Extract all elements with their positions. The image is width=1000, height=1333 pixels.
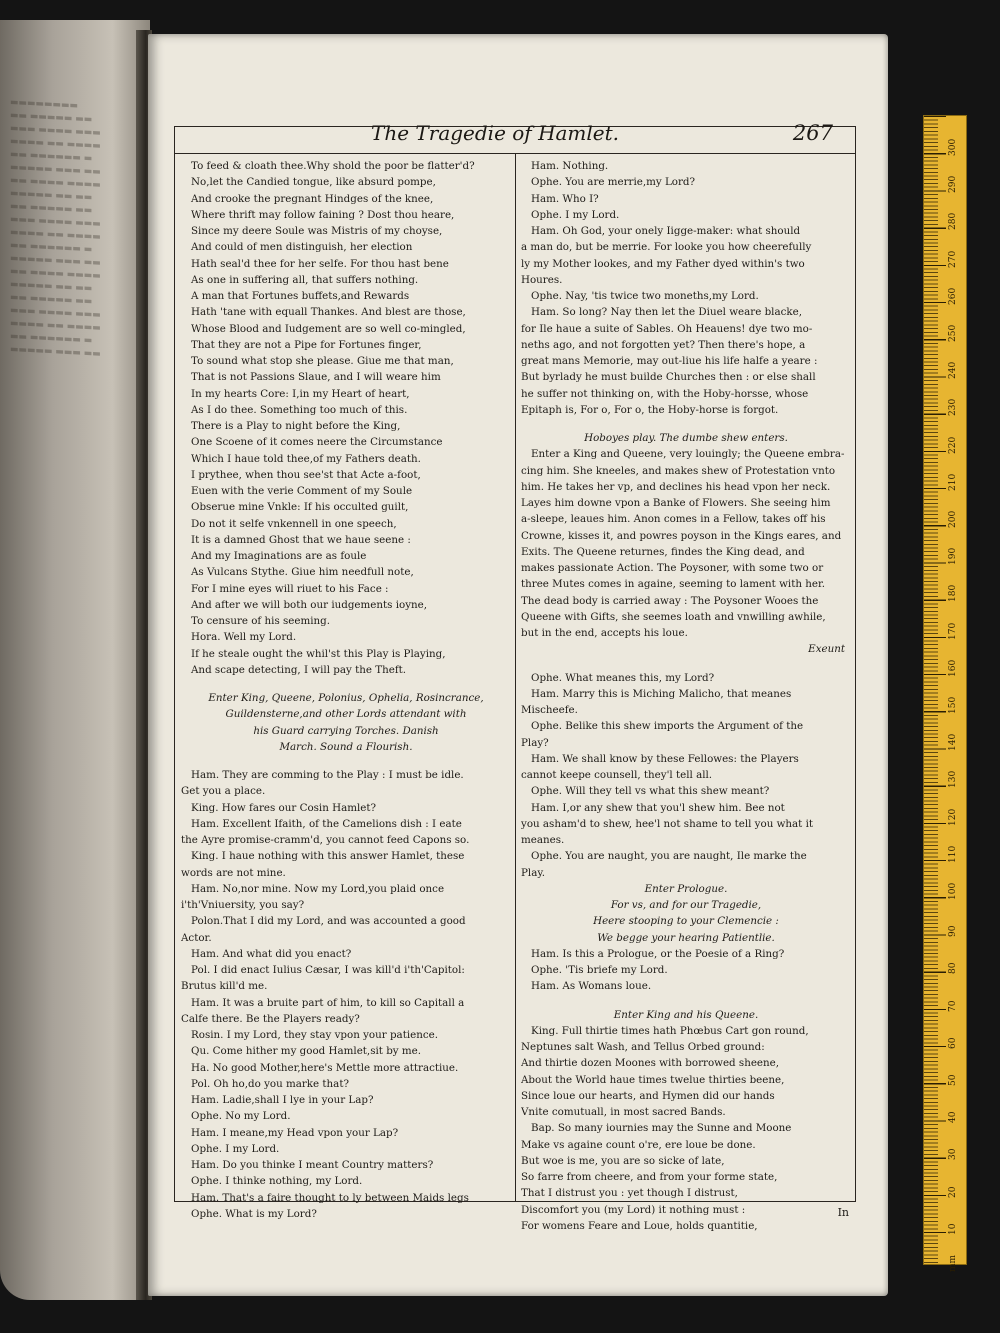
text-line: For I mine eyes will riuet to his Face : (191, 582, 389, 595)
ruler-label: 20 (948, 1186, 958, 1198)
text-line: That they are not a Pipe for Fortunes finger, (191, 338, 422, 351)
text-line: And scape detecting, I will pay the Theft. (191, 663, 407, 676)
ruler-label: 190 (948, 548, 958, 566)
text-line: A man that Fortunes buffets,and Rewards (191, 290, 410, 302)
text-line: Qu. Come hither my good Hamlet,sit by me. (191, 1045, 422, 1058)
text-line: Ham. I,or any shew that you'l shew him. Bee not (531, 801, 785, 814)
text-line: It is a damned Ghost that we haue seene : (191, 533, 411, 546)
ruler-label: 150 (948, 696, 958, 714)
text-line: And my Imaginations are as foule (191, 550, 367, 562)
text-line: As Vulcans Stythe. Giue him needfull note, (191, 566, 414, 579)
stage-direction: Enter Prologue. (644, 882, 728, 895)
text-line: Bap. So many iournies may the Sunne and Moone (531, 1122, 792, 1135)
text-line: the Ayre promise-cramm'd, you cannot feed Capons so. (181, 834, 470, 846)
text-line: And thirtie dozen Moones with borrowed sheene, (521, 1057, 780, 1070)
text-line: Ophe. I my Lord. (191, 1142, 280, 1155)
text-line: Ham. We shall know by these Fellowes: the Players (531, 752, 799, 765)
ruler-major-ticks (924, 116, 946, 1264)
text-line: Which I haue told thee,of my Fathers death. (191, 452, 421, 465)
stage-direction: March. Sound a Flourish. (279, 740, 413, 753)
text-line: i'th'Vniuersity, you say? (181, 899, 305, 911)
text-line: Ophe. 'Tis briefe my Lord. (531, 964, 668, 976)
text-line: Ha. No good Mother,here's Mettle more attractiue. (191, 1061, 459, 1074)
text-line: Ham. Do you thinke I meant Country matters? (191, 1159, 434, 1171)
text-line: As I do thee. Something too much of this. (191, 403, 408, 416)
text-line: But byrlady he must builde Churches then : or else shall (521, 371, 816, 384)
text-line: Layes him downe vpon a Banke of Flowers. She seeing him (521, 497, 831, 509)
text-line: Ham. Excellent Ifaith, of the Camelions dish : I eate (191, 817, 462, 830)
text-line: Play. (521, 866, 546, 879)
text-line: Ham. No,nor mine. Now my Lord,you plaid once (191, 882, 445, 895)
text-line: Rosin. I my Lord, they stay vpon your patience. (191, 1029, 438, 1041)
text-line: meanes. (521, 834, 565, 846)
text-line: but in the end, accepts his loue. (521, 627, 688, 639)
ruler-label: 180 (948, 585, 958, 603)
text-line: makes passionate Action. The Poysoner, with some two or (521, 562, 824, 574)
ruler-label: 170 (948, 622, 958, 640)
text-line: Play? (521, 736, 549, 749)
text-line: Neptunes salt Wash, and Tellus Orbed ground: (521, 1041, 765, 1053)
ruler-label: 220 (948, 436, 958, 454)
ruler-label: 140 (948, 734, 958, 752)
text-line: him. He takes her vp, and declines his head vpon her neck. (521, 480, 831, 493)
text-line: There is a Play to night before the King, (191, 420, 401, 432)
ruler-label: 300 (948, 138, 958, 156)
text-line: So farre from cheere, and from your forme state, (521, 1171, 778, 1183)
ruler-label: 290 (948, 176, 958, 194)
ruler-label: 100 (948, 882, 958, 900)
ruler-label: 70 (948, 1000, 958, 1012)
text-line: Ophe. What is my Lord? (191, 1207, 317, 1220)
text-line: Ham. Is this a Prologue, or the Poesie of a Ring? (531, 947, 785, 960)
ruler-label: 90 (948, 925, 958, 938)
ruler-label: 240 (948, 362, 958, 380)
text-line: cannot keepe counsell, they'l tell all. (521, 769, 713, 781)
text-line: words are not mine. (181, 866, 286, 879)
text-line: To feed & cloath thee.Why shold the poor be flatter'd? (191, 160, 475, 172)
text-line: Ham. I meane,my Head vpon your Lap? (191, 1126, 399, 1139)
text-line: The dead body is carried away : The Poysoner Wooes the (521, 594, 819, 607)
text-frame (174, 121, 856, 1232)
text-line: About the World haue times twelue thirties beene, (521, 1073, 785, 1086)
text-line: Brutus kill'd me. (181, 980, 268, 993)
text-line: As one in suffering all, that suffers nothing. (191, 273, 419, 286)
ruler-label: 160 (948, 659, 958, 677)
facing-page (0, 20, 150, 1300)
stage-direction: Hoboyes play. The dumbe shew enters. (584, 432, 788, 444)
text-line: Ophe. What meanes this, my Lord? (531, 671, 715, 684)
text-line: To censure of his seeming. (191, 615, 331, 627)
text-line: Mischeefe. (521, 704, 578, 716)
text-line: King. How fares our Cosin Hamlet? (191, 801, 377, 814)
right-text-column (521, 158, 851, 1234)
text-line: Enter a King and Queene, very louingly; the Queene embra- (531, 448, 845, 461)
text-line: Actor. (181, 931, 212, 944)
ruler-label: 230 (948, 399, 958, 417)
stage-direction: Enter King and his Queene. (613, 1008, 759, 1021)
text-line: Whose Blood and Iudgement are so well co-mingled, (191, 322, 466, 335)
text-line: Ophe. Nay, 'tis twice two moneths,my Lord. (531, 290, 759, 302)
text-line: Hath 'tane with equall Thankes. And blest are those, (191, 306, 466, 319)
text-line: To sound what stop she please. Giue me that man, (191, 355, 454, 367)
ruler-label: 250 (948, 324, 958, 342)
line-spacer (521, 658, 851, 670)
text-line: Vnite comutuall, in most sacred Bands. (521, 1106, 726, 1118)
text-line: Houres. (521, 273, 563, 286)
running-title: The Tragedie of Hamlet. (371, 121, 620, 145)
text-line: three Mutes comes in againe, seeming to lament with her. (521, 578, 826, 591)
ruler-label: 210 (948, 473, 958, 491)
text-line: Where thrift may follow faining ? Dost thou heare, (191, 208, 455, 221)
text-line: Hora. Well my Lord. (191, 631, 297, 644)
ruler-label: 40 (948, 1111, 958, 1124)
text-line: King. Full thirtie times hath Phœbus Cart gon round, (531, 1024, 809, 1037)
text-line: Ophe. You are merrie,my Lord? (531, 176, 696, 189)
text-line: ly my Mother lookes, and my Father dyed within's two (521, 257, 805, 270)
text-line: In my hearts Core: I,in my Heart of heart, (191, 387, 410, 400)
book-page (148, 34, 888, 1296)
text-line: Discomfort you (my Lord) it nothing must : (521, 1203, 746, 1216)
text-line: Since loue our hearts, and Hymen did our hands (521, 1089, 775, 1102)
text-line: Do not it selfe vnkennell in one speech, (191, 517, 397, 530)
text-line: Polon.That I did my Lord, and was accounted a good (191, 915, 466, 928)
text-line: Ophe. I thinke nothing, my Lord. (191, 1175, 363, 1188)
text-line: And crooke the pregnant Hindges of the knee, (191, 192, 434, 205)
text-line: Make vs againe count o're, ere loue be done. (521, 1138, 756, 1151)
text-line: he suffer not thinking on, with the Hoby-horsse, whose (521, 387, 809, 400)
ruler-label: 80 (948, 962, 958, 975)
measuring-ruler (923, 115, 967, 1272)
line-spacer (521, 995, 851, 1007)
text-line: If he steale ought the whil'st this Play is Playing, (191, 647, 446, 660)
text-line: Since my deere Soule was Mistris of my choyse, (191, 225, 443, 237)
text-line: Ophe. Will they tell vs what this shew meant? (531, 785, 770, 798)
ruler-label: mm (948, 1254, 958, 1272)
stage-direction: Guildensterne,and other Lords attendant with (225, 708, 467, 721)
text-line: Exeunt (808, 643, 845, 656)
text-line: That is not Passions Slaue, and I will weare him (191, 371, 441, 384)
text-line: Ham. They are comming to the Play : I must be idle. (191, 769, 464, 781)
text-line: great mans Memorie, may out-liue his life halfe a yeare : (521, 355, 818, 367)
text-line: And could of men distinguish, her election (191, 241, 413, 254)
text-line: Ham. As Womans loue. (531, 980, 652, 993)
text-line: Exits. The Queene returnes, findes the King dead, and (521, 545, 805, 558)
text-line: Obserue mine Vnkle: If his occulted guilt, (191, 501, 409, 514)
text-line: Ophe. No my Lord. (191, 1110, 291, 1123)
text-line: you asham'd to shew, hee'l not shame to tell you what it (521, 817, 814, 830)
text-line: Ophe. Belike this shew imports the Argument of the (531, 720, 804, 733)
text-line: Epitaph is, For o, For o, the Hoby-horse is forgot. (521, 403, 779, 416)
text-line: Ham. Who I? (531, 192, 599, 205)
text-line: One Scoene of it comes neere the Circumstance (191, 436, 443, 449)
text-line: a man do, but be merrie. For looke you how cheerefully (521, 241, 812, 254)
text-line: Ham. So long? Nay then let the Diuel weare blacke, (531, 306, 802, 319)
column-divider (515, 153, 516, 1201)
text-line: And after we will both our iudgements ioyne, (191, 598, 428, 611)
text-line: Ham. Marry this is Miching Malicho, that meanes (531, 687, 792, 700)
line-spacer (181, 678, 511, 690)
stage-direction: We begge your hearing Patientlie. (597, 931, 775, 944)
text-line: Ophe. I my Lord. (531, 208, 620, 221)
stage-direction: For vs, and for our Tragedie, (610, 899, 762, 911)
text-line: King. I haue nothing with this answer Hamlet, these (191, 850, 465, 863)
text-line: Ham. And what did you enact? (191, 947, 352, 960)
text-line: Pol. I did enact Iulius Cæsar, I was kill'd i'th'Capitol: (191, 964, 465, 976)
ruler-label: 10 (948, 1223, 958, 1235)
line-spacer (181, 755, 511, 767)
ruler-label: 270 (948, 250, 958, 268)
stage-direction: Heere stooping to your Clemencie : (593, 915, 779, 928)
stage-direction: Enter King, Queene, Polonius, Ophelia, Rosincrance, (208, 692, 484, 704)
text-line: Crowne, kisses it, and powres poyson in the Kings eares, and (521, 529, 842, 542)
text-line: Ham. Ladie,shall I lye in your Lap? (191, 1094, 374, 1106)
text-line: cing him. She kneeles, and makes shew of Protestation vnto (521, 464, 836, 477)
ruler-label: 280 (948, 213, 958, 231)
text-line: Calfe there. Be the Players ready? (181, 1012, 360, 1025)
text-line: Get you a place. (181, 785, 266, 798)
text-line: Ophe. You are naught, you are naught, Ile marke the (531, 850, 807, 863)
text-line: Ham. Nothing. (531, 160, 609, 172)
ruler-label: 260 (948, 287, 958, 305)
text-line: But woe is me, you are so sicke of late, (521, 1154, 725, 1167)
ruler-label: 30 (948, 1148, 958, 1161)
text-line: Queene with Gifts, she seemes loath and vnwilling awhile, (521, 610, 826, 623)
ruler-label: 60 (948, 1037, 958, 1049)
text-line: a-sleepe, leaues him. Anon comes in a Fellow, takes off his (521, 513, 826, 526)
text-line: That I distrust you : yet though I distrust, (521, 1187, 738, 1200)
text-line: Euen with the verie Comment of my Soule (191, 485, 413, 497)
text-line: Pol. Oh ho,do you marke that? (191, 1077, 349, 1090)
ruler-label: 130 (948, 771, 958, 789)
left-text-column (181, 158, 511, 1222)
facing-page-bleed-through: ▬▬▬▬▬▬▬▬ ▬▬ ▬▬▬▬▬ ▬▬ ▬▬▬ ▬▬▬▬ ▬▬▬ ▬▬▬▬ ▬▬ ▬▬▬▬ ▬▬ ▬▬▬▬▬▬ ▬ ▬▬▬▬▬ ▬▬▬ ▬▬ ▬▬ ▬▬▬▬ ▬▬▬▬ ▬▬▬▬▬ ▬▬ ▬▬ ▬▬ ▬▬▬▬▬ ▬▬ ▬▬▬ ▬▬▬▬ ▬▬▬ ▬▬▬▬ ▬▬ ▬▬▬▬ ▬▬ ▬▬▬▬▬▬ ▬ ▬▬▬▬▬ ▬▬▬ ▬▬ ▬▬ ▬▬▬▬ ▬▬▬▬ ▬▬▬▬▬ ▬▬ ▬▬ ▬▬ ▬▬▬▬▬ ▬▬ ▬▬▬ ▬▬▬▬ ▬▬▬ ▬▬▬▬ ▬▬ ▬▬▬▬ ▬▬ ▬▬▬▬▬▬ ▬ ▬▬▬▬▬ ▬▬▬ ▬▬ (10, 97, 101, 360)
stage-direction: his Guard carrying Torches. Danish (253, 724, 439, 737)
ruler-label: 50 (948, 1074, 958, 1086)
text-line: No,let the Candied tongue, like absurd pompe, (191, 176, 436, 189)
text-line: Ham. That's a faire thought to ly between Maids legs (191, 1191, 469, 1204)
ruler-label: 200 (948, 510, 958, 528)
text-line: neths ago, and not forgotten yet? Then there's hope, a (521, 338, 806, 351)
text-line: for Ile haue a suite of Sables. Oh Heauens! dye two mo- (521, 322, 813, 335)
line-spacer (521, 418, 851, 430)
text-line: For womens Feare and Loue, holds quantitie, (521, 1219, 758, 1232)
text-line: Hath seal'd thee for her selfe. For thou hast bene (191, 257, 449, 270)
text-line: I prythee, when thou see'st that Acte a-foot, (191, 468, 421, 481)
ruler-label: 120 (948, 808, 958, 826)
ruler-label: 110 (948, 845, 958, 863)
catchword: In (837, 1206, 849, 1219)
text-line: Ham. It was a bruite part of him, to kill so Capitall a (191, 996, 465, 1009)
text-line: Ham. Oh God, your onely Iigge-maker: what should (531, 225, 801, 237)
page-number: 267 (792, 121, 833, 145)
